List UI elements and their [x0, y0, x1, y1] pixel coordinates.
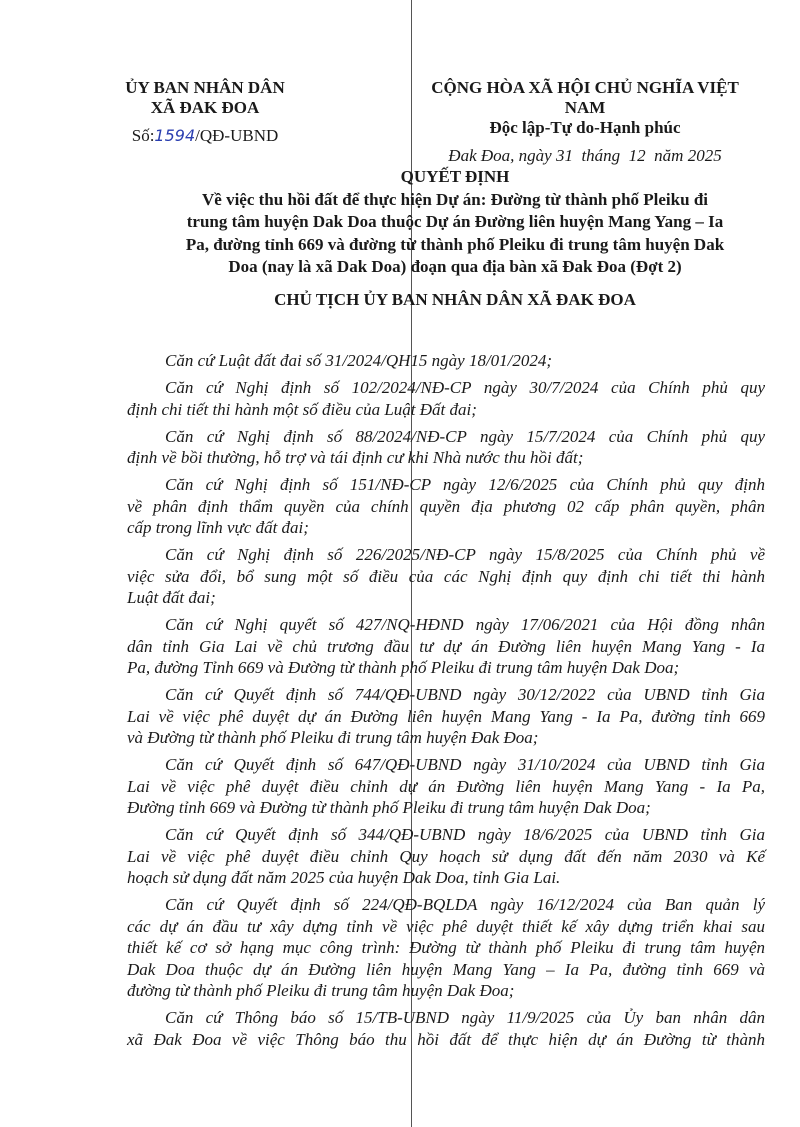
paragraph-line: Căn cứ Thông báo số 15/TB-UBND ngày 11/9/2025 của Ủy ban nhân dân — [165, 1008, 765, 1027]
number-prefix: Số: — [131, 126, 155, 145]
paragraph-line: Căn cứ Quyết định số 647/QĐ-UBND ngày 31/10/2024 của UBND tỉnh Gia — [165, 755, 765, 774]
document-number — [100, 126, 310, 146]
paragraph-line: Căn cứ Quyết định số 344/QĐ-UBND ngày 18/6/2025 của UBND tỉnh Gia — [165, 825, 765, 844]
paragraph-line: hoạch sử dụng đất năm 2025 của huyện Dak Doa, tỉnh Gia Lai. — [127, 868, 561, 887]
national-header-block — [425, 78, 745, 166]
national-motto: Độc lập-Tự do-Hạnh phúc — [489, 118, 681, 137]
paragraph-line: Căn cứ Nghị định số 102/2024/NĐ-CP ngày 30/7/2024 của Chính phủ quy — [165, 378, 765, 397]
paragraph-line: Luật đất đai; — [127, 588, 216, 607]
legal-basis-paragraph — [127, 824, 765, 889]
legal-basis-paragraph — [127, 544, 765, 609]
paragraph-line: Lai về việc phê duyệt điều chỉnh Quy hoạch sử dụng đất đến năm 2030 và Kế — [127, 846, 765, 866]
legal-basis-paragraph — [127, 426, 765, 469]
paragraph-line: Căn cứ Nghị định số 88/2024/NĐ-CP ngày 15/7/2024 của Chính phủ quy — [165, 426, 765, 446]
legal-basis-paragraph — [127, 754, 765, 819]
paragraph-line: Căn cứ Luật đất đai số 31/2024/QH15 ngày 18/01/2024; — [165, 351, 553, 370]
legal-basis-paragraph — [127, 614, 765, 679]
legal-basis-paragraph — [127, 1007, 765, 1050]
handwritten-number: 1594 — [154, 126, 196, 145]
paragraph-line: xã Đak Đoa về việc Thông báo thu hồi đất để thực hiện dự án Đường từ thành — [127, 1029, 765, 1049]
paragraph-line: Căn cứ Nghị định số 151/NĐ-CP ngày 12/6/2025 của Chính phủ quy định — [165, 475, 765, 494]
paragraph-line: các dự án đầu tư xây dựng tỉnh về việc phê duyệt thiết kế xây dựng triển khai sau — [127, 916, 765, 936]
paragraph-line: Lai về việc phê duyệt dự án Đường liên huyện Mang Yang - Ia Pa, đường tỉnh 669 — [127, 706, 765, 726]
legal-basis-paragraph — [127, 474, 765, 539]
authority-heading: CHỦ TỊCH ỦY BAN NHÂN DÂN XÃ ĐAK ĐOA — [274, 290, 636, 309]
paragraph-line: Căn cứ Quyết định số 744/QĐ-UBND ngày 30/12/2022 của UBND tỉnh Gia — [165, 685, 765, 704]
number-suffix: /QĐ-UBND — [195, 126, 279, 145]
decision-title — [100, 166, 800, 279]
legal-basis-paragraph — [127, 894, 765, 1002]
paragraph-line: Dak Doa thuộc dự án Đường liên huyện Mang Yang – Ia Pa, đường tỉnh 669 và — [127, 959, 765, 979]
subject-line: Doa (nay là xã Dak Doa) đoạn qua địa bàn xã Đak Đoa (Đợt 2) — [228, 257, 682, 276]
paragraph-line: thiết kế cơ sở hạng mục công trình: Đường từ thành phố Pleiku đi trung tâm huyện — [127, 938, 765, 957]
agency-name-line2: XÃ ĐAK ĐOA — [150, 98, 260, 117]
place-date: Đak Đoa, ngày 31 tháng 12 năm 2025 — [448, 146, 722, 165]
paragraph-line: Lai về việc phê duyệt điều chỉnh dự án Đường liên huyện Mang Yang - Ia Pa, — [127, 776, 765, 796]
paragraph-line: Pa, đường Tỉnh 669 và Đường từ thành phố Pleiku đi trung tâm huyện Dak Doa; — [127, 658, 680, 677]
legal-basis-paragraph — [127, 684, 765, 749]
paragraph-line: việc sửa đổi, bổ sung một số điều của các Nghị định quy định chi tiết thi hành — [127, 566, 765, 586]
legal-basis-paragraph — [127, 350, 765, 372]
paragraph-line: Căn cứ Nghị định số 226/2025/NĐ-CP ngày 15/8/2025 của Chính phủ về — [165, 545, 765, 564]
paragraph-line: định chi tiết thi hành một số điều của Luật Đất đai; — [127, 399, 477, 419]
paragraph-line: đường từ thành phố Pleiku đi trung tâm huyện Dak Đoa; — [127, 981, 515, 1000]
nation-name: CỘNG HÒA XÃ HỘI CHỦ NGHĨA VIỆT NAM — [431, 78, 739, 117]
agency-name-line1: ỦY BAN NHÂN DÂN — [125, 78, 285, 97]
subject-line: Về việc thu hồi đất để thực hiện Dự án: Đường từ thành phố Pleiku đi — [202, 189, 708, 209]
legal-basis-paragraph — [127, 377, 765, 420]
decision-heading: QUYẾT ĐỊNH — [400, 167, 510, 186]
legal-basis-body — [127, 350, 765, 1050]
paragraph-line: Căn cứ Quyết định số 224/QĐ-BQLDA ngày 16/12/2024 của Ban quản lý — [165, 895, 765, 914]
subject-line: trung tâm huyện Dak Doa thuộc Dự án Đường liên huyện Mang Yang – Ia — [186, 212, 724, 231]
paragraph-line: Căn cứ Nghị quyết số 427/NQ-HĐND ngày 17/06/2021 của Hội đồng nhân — [165, 615, 765, 634]
subject-line: Pa, đường tỉnh 669 và đường từ thành phố Pleiku đi trung tâm huyện Dak — [185, 234, 725, 254]
paragraph-line: cấp trong lĩnh vực đất đai; — [127, 518, 309, 537]
paragraph-line: về phân định thẩm quyền của chính quyền địa phương 02 cấp phân quyền, phân — [127, 496, 765, 516]
paragraph-line: và Đường từ thành phố Pleiku đi trung tâm huyện Đak Đoa; — [127, 728, 539, 747]
paragraph-line: Đường tỉnh 669 và Đường từ thành phố Pleiku đi trung tâm huyện Dak Doa; — [127, 798, 651, 817]
issuing-agency-block — [100, 78, 310, 146]
paragraph-line: dân tỉnh Gia Lai về chủ trương đầu tư dự án Đường liên huyện Mang Yang - Ia — [127, 636, 765, 656]
paragraph-line: định về bồi thường, hỗ trợ và tái định cư khi Nhà nước thu hồi đất; — [127, 448, 584, 467]
